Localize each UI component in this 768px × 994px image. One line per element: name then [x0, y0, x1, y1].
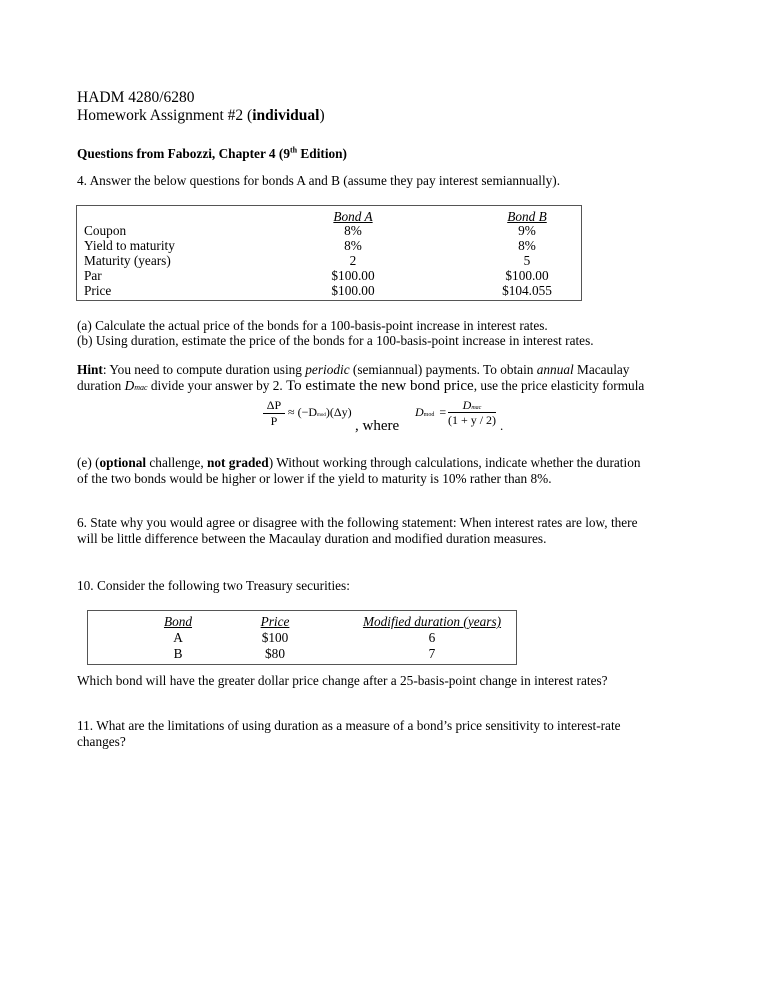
hint-dmac-sub: mac: [134, 383, 148, 392]
formula-rhs-sub: mod: [317, 413, 326, 418]
q4-part-a: (a) Calculate the actual price of the bonds for a 100-basis-point increase in interest rates.: [77, 318, 548, 333]
dmod-D: D: [415, 405, 424, 419]
col-duration-header: Modified duration (years): [362, 614, 502, 629]
section-title-suffix: Edition): [297, 146, 347, 161]
dmod-lhs: [415, 405, 446, 422]
dmac-sub: mac: [471, 405, 482, 411]
hint-text-large: To estimate the new bond price: [286, 378, 474, 394]
row-b-duration: 7: [428, 646, 436, 661]
bond-a-par: $100.00: [331, 268, 375, 283]
section-title-prefix: Questions from Fabozzi, Chapter 4 (9: [77, 146, 290, 161]
bond-a-header: Bond A: [333, 209, 373, 224]
q10-question: Which bond will have the greater dollar price change after a 25-basis-point change in interest rates?: [77, 673, 608, 688]
formula-where: , where: [355, 418, 400, 434]
dmod-sub: mod: [423, 412, 435, 418]
bond-a-coupon: 8%: [344, 223, 362, 238]
hint-annual: annual: [536, 362, 574, 377]
bond-table: [76, 205, 582, 301]
row-label-ytm: Yield to maturity: [84, 238, 175, 253]
formula-rhs: [288, 405, 352, 423]
bond-a-maturity: 2: [349, 253, 357, 268]
hint-dmac: D: [124, 378, 135, 393]
q11-line-1: 11. What are the limitations of using duration as a measure of a bond’s price sensitivity to interest-rate: [77, 718, 621, 733]
part-e-not-graded: not graded: [207, 455, 269, 470]
course-code: HADM 4280/6280: [77, 89, 195, 106]
formula-period: .: [500, 418, 504, 433]
q6-line-2: will be little difference between the Macaulay duration and modified duration measures.: [77, 531, 547, 546]
dmod-den: (1 + y / 2): [447, 413, 497, 427]
col-bond-header: Bond: [163, 614, 193, 629]
hint-text: divide your answer by 2.: [147, 378, 287, 393]
part-e-text: (e) (: [77, 455, 100, 470]
q6-line-1: 6. State why you would agree or disagree with the following statement: When interest rates are low, there: [77, 515, 638, 530]
bond-b-par: $100.00: [505, 268, 549, 283]
dmac-D: D: [462, 398, 472, 412]
hint-label: Hint: [77, 362, 103, 377]
row-label-coupon: Coupon: [84, 223, 127, 238]
col-price-header: Price: [260, 614, 290, 629]
treasury-table: [87, 610, 517, 665]
bond-b-price: $104.055: [502, 283, 552, 298]
assignment-suffix: ): [319, 107, 325, 124]
bond-a-ytm: 8%: [344, 238, 362, 253]
hint-text: (semiannual) payments. To obtain: [349, 362, 537, 377]
hint-line-2: [77, 378, 644, 396]
q11-line-2: changes?: [77, 734, 126, 749]
q10-prompt: 10. Consider the following two Treasury securities:: [77, 578, 350, 593]
hint-text: Macaulay: [573, 362, 630, 377]
q4-prompt: 4. Answer the below questions for bonds A and B (assume they pay interest semiannually).: [77, 173, 561, 188]
part-e-text: challenge,: [146, 455, 207, 470]
part-e-text: ) Without working through calculations, indicate whether the duration: [268, 455, 641, 470]
row-label-price: Price: [84, 283, 112, 298]
hint-text: duration: [77, 378, 125, 393]
formula-rhs-end: )(Δy): [325, 405, 352, 419]
section-title-sup: th: [289, 145, 298, 155]
assignment-type: individual: [252, 107, 320, 124]
q4-part-e-line-2: of the two bonds would be higher or lower if the yield to maturity is 10% rather than 8%.: [77, 471, 552, 486]
dmod-eq: =: [439, 405, 447, 419]
bond-b-ytm: 8%: [518, 238, 536, 253]
row-label-maturity: Maturity (years): [84, 253, 171, 268]
hint-text: , use the price elasticity formula: [473, 378, 645, 393]
hint-periodic: periodic: [305, 362, 350, 377]
row-b-bond: B: [173, 646, 183, 661]
bond-b-coupon: 9%: [518, 223, 536, 238]
assignment-title: [77, 106, 325, 125]
row-a-duration: 6: [428, 630, 436, 645]
section-title: [77, 146, 347, 162]
hint-line-1: [77, 362, 629, 378]
bond-b-header: Bond B: [507, 209, 547, 224]
part-e-optional: optional: [99, 455, 147, 470]
formula-den: P: [270, 414, 278, 428]
bond-b-maturity: 5: [523, 253, 531, 268]
formula-rhs-text: ≈ (−D: [288, 405, 318, 419]
row-label-par: Par: [84, 268, 102, 283]
q4-part-e-line-1: [77, 455, 641, 471]
hint-text: : You need to compute duration using: [102, 362, 306, 377]
q4-part-b: (b) Using duration, estimate the price of the bonds for a 100-basis-point increase in interest rates.: [77, 333, 594, 348]
row-a-price: $100: [261, 630, 289, 645]
formula-num: ΔP: [266, 398, 282, 412]
row-b-price: $80: [265, 646, 285, 661]
row-a-bond: A: [173, 630, 183, 645]
assignment-prefix: Homework Assignment #2 (: [77, 107, 253, 124]
bond-a-price: $100.00: [331, 283, 375, 298]
